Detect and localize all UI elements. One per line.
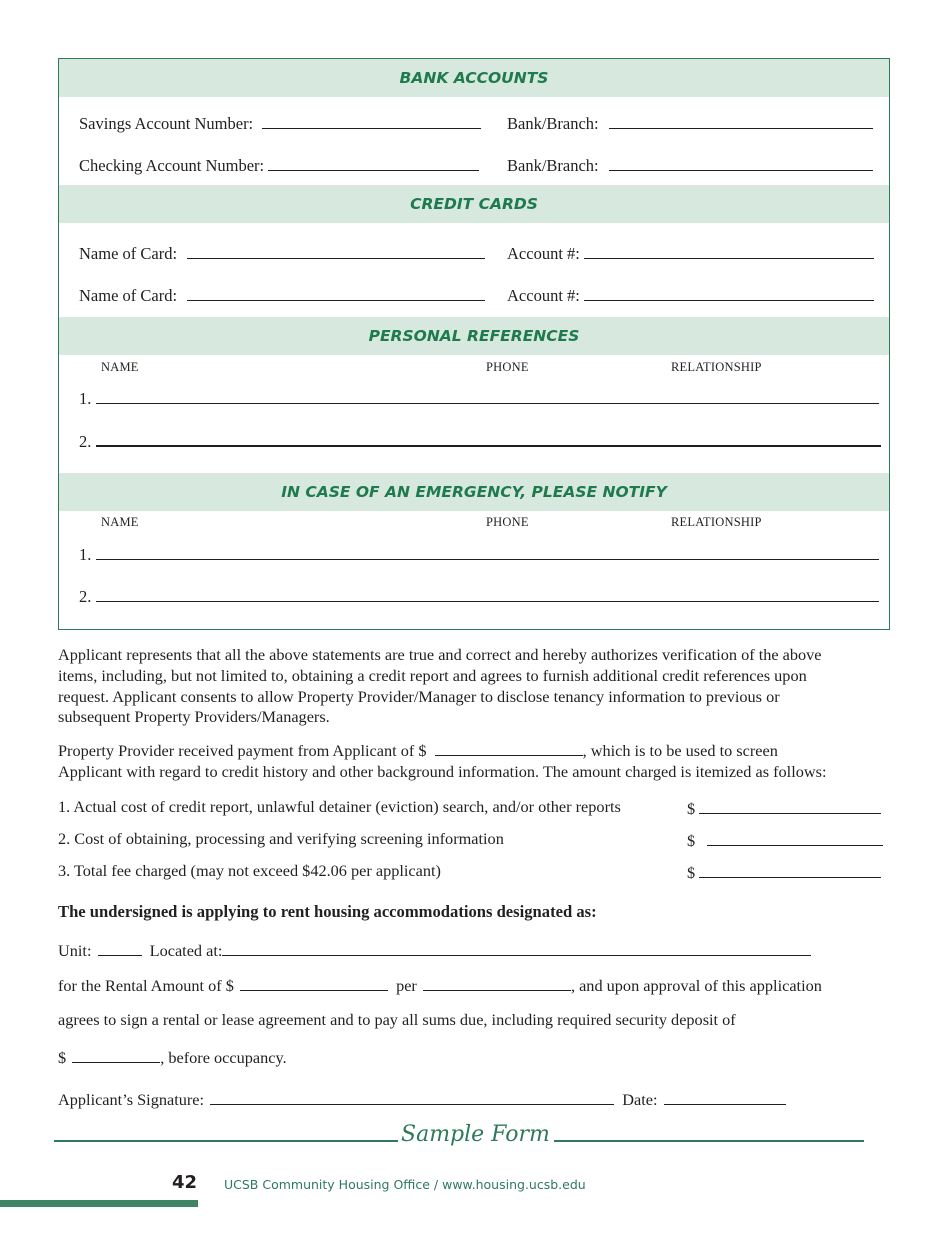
signature-field[interactable] [210, 1088, 614, 1105]
payment-text-b: , which is to be used to screen [582, 741, 778, 760]
savings-bank-branch-row [507, 112, 873, 134]
location-field[interactable] [222, 939, 811, 956]
rental-amount-field[interactable] [240, 974, 388, 991]
fee-amount-2 [687, 829, 883, 851]
agreement-text: agrees to sign a rental or lease agreement and to pay all sums due, including required security deposit of [58, 1010, 736, 1029]
card-name-field-2[interactable] [187, 284, 485, 301]
payment-amount-field[interactable] [435, 739, 583, 756]
reference-row-2 [79, 429, 881, 452]
rental-amount-label: for the Rental Amount of $ [58, 976, 234, 995]
savings-account-row [79, 112, 481, 134]
deposit-field[interactable] [72, 1046, 160, 1063]
reference-field-2[interactable] [96, 429, 881, 447]
footer-text: UCSB Community Housing Office / www.housing.ucsb.edu [224, 1177, 586, 1192]
fee-item-1: 1. Actual cost of credit report, unlawful detainer (eviction) search, and/or other reports [58, 797, 621, 816]
statement-line: Applicant represents that all the above statements are true and correct and hereby authorizes verification of the above [58, 645, 822, 664]
payment-line-2: Applicant with regard to credit history and other background information. The amount charged is itemized as follows: [58, 761, 827, 781]
savings-bank-branch-field[interactable] [609, 112, 873, 129]
bank-accounts-title: BANK ACCOUNTS [399, 69, 549, 87]
bank-branch-label: Bank/Branch: [507, 114, 599, 133]
ref-phone-column: PHONE [486, 360, 529, 374]
unit-row [58, 939, 811, 961]
deposit-text: , before occupancy. [160, 1048, 287, 1067]
emergency-field-2[interactable] [96, 585, 879, 602]
emergency-number-1: 1. [79, 545, 92, 564]
currency-symbol: $ [687, 863, 696, 882]
deposit-currency: $ [58, 1048, 67, 1067]
deposit-row [58, 1046, 287, 1068]
savings-account-field[interactable] [262, 112, 481, 129]
credit-cards-header [59, 185, 889, 223]
personal-references-title: PERSONAL REFERENCES [368, 327, 580, 345]
fee-field-3[interactable] [699, 861, 881, 878]
currency-symbol: $ [687, 831, 696, 850]
card-account-label: Account #: [507, 286, 580, 305]
reference-number-1: 1. [79, 389, 92, 408]
emergency-field-1[interactable] [96, 543, 879, 560]
rental-period-field[interactable] [423, 974, 571, 991]
card-name-field-1[interactable] [187, 242, 485, 259]
bank-accounts-header [59, 59, 889, 97]
card-account-row-1 [507, 242, 874, 264]
currency-symbol: $ [687, 799, 696, 818]
form-frame [58, 58, 890, 630]
statement-line: request. Applicant consents to allow Property Provider/Manager to disclose tenancy information to previous or [58, 686, 780, 706]
fee-item-3: 3. Total fee charged (may not exceed $42.06 per applicant) [58, 861, 441, 880]
savings-account-label: Savings Account Number: [79, 114, 254, 133]
signature-row [58, 1088, 786, 1110]
reference-field-1[interactable] [96, 387, 879, 404]
checking-bank-branch-row [507, 154, 873, 176]
emergency-header [59, 473, 889, 511]
card-name-row-1 [79, 242, 485, 264]
payment-line-1 [58, 739, 827, 762]
payment-text-a: Property Provider received payment from Applicant of $ [58, 741, 427, 760]
card-account-field-1[interactable] [584, 242, 874, 259]
card-account-label: Account #: [507, 244, 580, 263]
fee-field-1[interactable] [699, 797, 881, 814]
reference-row-1 [79, 387, 879, 409]
ref-relationship-column: RELATIONSHIP [671, 360, 762, 374]
rental-amount-row [58, 974, 822, 996]
card-name-label: Name of Card: [79, 286, 178, 305]
located-label: Located at: [149, 941, 223, 960]
bank-branch-label: Bank/Branch: [507, 156, 599, 175]
checking-account-label: Checking Account Number: [79, 156, 265, 175]
date-field[interactable] [664, 1088, 786, 1105]
fee-amount-3 [687, 861, 881, 883]
footer-accent-bar [0, 1200, 198, 1207]
unit-label: Unit: [58, 941, 92, 960]
emergency-title: IN CASE OF AN EMERGENCY, PLEASE NOTIFY [281, 483, 667, 501]
applicant-statement [58, 645, 822, 728]
card-account-row-2 [507, 284, 874, 306]
credit-cards-title: CREDIT CARDS [410, 195, 538, 213]
signature-label: Applicant’s Signature: [58, 1090, 205, 1109]
payment-paragraph [58, 739, 827, 783]
fee-amount-1 [687, 797, 881, 819]
checking-bank-branch-field[interactable] [609, 154, 873, 171]
card-account-field-2[interactable] [584, 284, 874, 301]
sample-rule-right [554, 1140, 864, 1142]
emergency-number-2: 2. [79, 587, 92, 606]
per-label: per [396, 976, 417, 995]
emergency-relationship-column: RELATIONSHIP [671, 515, 762, 529]
checking-account-row [79, 154, 479, 176]
reference-number-2: 2. [79, 432, 92, 451]
emergency-row-2 [79, 585, 879, 607]
fee-field-2[interactable] [707, 829, 883, 846]
card-name-row-2 [79, 284, 485, 306]
emergency-name-column: NAME [101, 515, 139, 529]
statement-line: items, including, but not limited to, obtaining a credit report and agrees to furnish additional credit references upon [58, 665, 807, 685]
emergency-row-1 [79, 543, 879, 565]
ref-name-column: NAME [101, 360, 139, 374]
card-name-label: Name of Card: [79, 244, 178, 263]
sample-form-watermark: Sample Form [401, 1122, 550, 1147]
unit-field[interactable] [98, 939, 142, 956]
personal-references-header [59, 317, 889, 355]
rental-heading: The undersigned is applying to rent housing accommodations designated as: [58, 902, 597, 921]
checking-account-field[interactable] [268, 154, 479, 171]
fee-item-2: 2. Cost of obtaining, processing and verifying screening information [58, 829, 504, 848]
statement-line: subsequent Property Providers/Managers. [58, 707, 330, 727]
page-number: 42 [172, 1172, 198, 1193]
sample-rule-left [54, 1140, 398, 1142]
date-label: Date: [622, 1090, 658, 1109]
approval-text: , and upon approval of this application [570, 976, 822, 995]
emergency-phone-column: PHONE [486, 515, 529, 529]
